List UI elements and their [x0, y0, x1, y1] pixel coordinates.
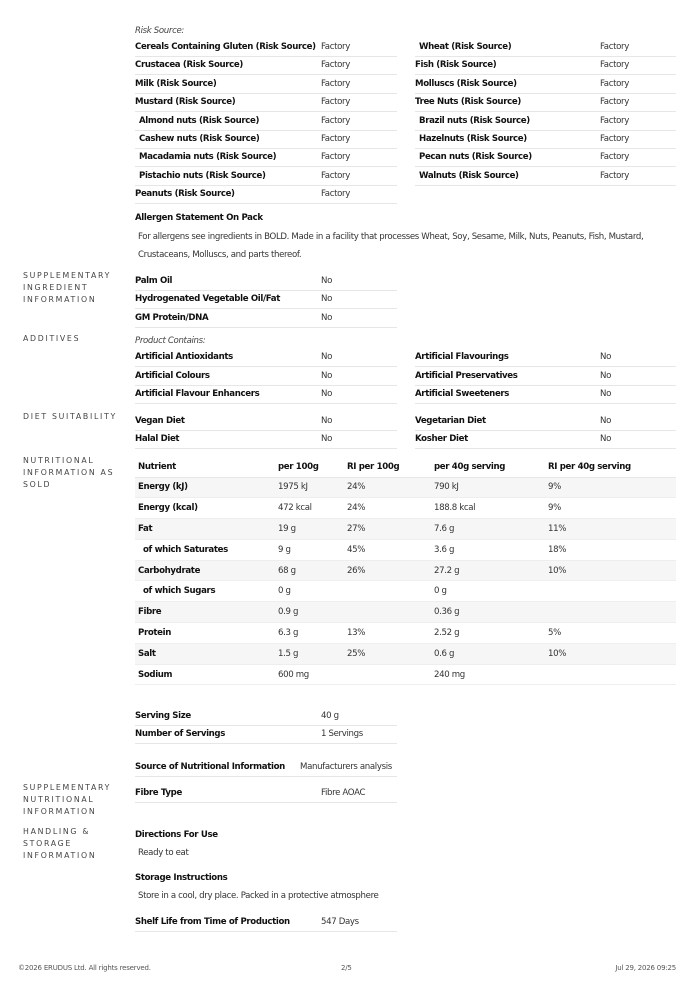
diet-left-value: No [321, 416, 332, 426]
diet-left-row [135, 413, 397, 431]
per-100g-value: 600 mg [275, 664, 344, 685]
risk-source-left-label: Crustacea (Risk Source) [135, 60, 243, 71]
fibre-type-value: Fibre AOAC [321, 788, 366, 798]
risk-source-right-value: Factory [600, 97, 629, 108]
risk-source-left-row [135, 131, 397, 149]
ri-per-serving-value: 10% [545, 643, 676, 664]
additive-left-label: Artificial Colours [135, 370, 210, 381]
ri-per-100g-value: 13% [344, 623, 431, 644]
supplementary-ingredient-value: No [321, 312, 332, 323]
nutrition-source-row [135, 759, 397, 777]
nutrition-table [135, 457, 676, 685]
supplementary-ingredient-label: Palm Oil [135, 276, 173, 286]
diet-left-label: Vegan Diet [135, 416, 185, 426]
additive-right-value: No [600, 389, 611, 400]
risk-source-right-row [415, 113, 676, 131]
per-serving-value: 188.8 kcal [431, 498, 545, 519]
nutrition-row [135, 581, 676, 602]
footer-copyright: ©2026 ERUDUS Ltd. All rights reserved. [18, 964, 151, 972]
per-serving-value: 27.2 g [431, 560, 545, 581]
section-label-additives: ADDITIVES [23, 334, 81, 343]
shelf-life-label: Shelf Life from Time of Production [135, 917, 290, 927]
supplementary-ingredient-value: No [321, 276, 332, 286]
serving-size-value: 40 g [321, 711, 339, 721]
nutrient-name: Salt [135, 643, 275, 664]
risk-source-left-row [135, 94, 397, 112]
risk-source-heading: Risk Source: [135, 26, 184, 36]
nutrition-source-value: Manufacturers analysis [300, 762, 392, 772]
risk-source-left-value: Factory [321, 152, 350, 163]
ri-per-100g-value [344, 664, 431, 685]
fibre-type-label: Fibre Type [135, 788, 182, 798]
serving-size-label: Serving Size [135, 711, 191, 721]
additive-right-label: Artificial Sweeteners [415, 389, 510, 400]
additive-left-value: No [321, 389, 332, 400]
risk-source-left-label: Cashew nuts (Risk Source) [139, 134, 260, 144]
nutrition-header-per-serving: per 40g serving [431, 457, 545, 477]
directions-text: Ready to eat [138, 848, 189, 858]
risk-source-left-label: Mustard (Risk Source) [135, 97, 236, 108]
risk-source-left-row [135, 113, 397, 131]
nutrition-header-per-100g: per 100g [275, 457, 344, 477]
ri-per-100g-value [344, 581, 431, 602]
nutrition-row [135, 539, 676, 560]
per-serving-value: 7.6 g [431, 519, 545, 540]
risk-source-left-row [135, 168, 397, 186]
ri-per-serving-value: 18% [545, 539, 676, 560]
nutrient-name: Fibre [135, 602, 275, 623]
section-label-supplementary-nutritional: SUPPLEMENTARY NUTRITIONAL INFORMATION [23, 783, 112, 816]
ri-per-100g-value: 24% [344, 498, 431, 519]
per-100g-value: 9 g [275, 539, 344, 560]
risk-source-right-label: Tree Nuts (Risk Source) [415, 97, 521, 108]
risk-source-left-row [135, 149, 397, 167]
nutrient-name: Energy (kJ) [135, 477, 275, 498]
risk-source-right-label: Molluscs (Risk Source) [415, 78, 517, 89]
per-serving-value: 2.52 g [431, 623, 545, 644]
footer-timestamp: Jul 29, 2026 09:25 [615, 964, 676, 972]
per-100g-value: 68 g [275, 560, 344, 581]
risk-source-right-value: Factory [600, 78, 629, 89]
additive-right-row [415, 386, 676, 404]
nutrition-row [135, 602, 676, 623]
ri-per-serving-value: 10% [545, 560, 676, 581]
nutrient-name: Fat [135, 519, 275, 540]
additive-left-value: No [321, 370, 332, 381]
risk-source-left-value: Factory [321, 60, 350, 71]
risk-source-left-label: Peanuts (Risk Source) [135, 189, 235, 200]
additive-left-row [135, 349, 397, 367]
directions-heading: Directions For Use [135, 830, 218, 840]
diet-right-label: Kosher Diet [415, 434, 468, 445]
risk-source-left-row [135, 39, 397, 57]
supplementary-ingredient-row [135, 291, 397, 309]
nutrition-header-row [135, 457, 676, 477]
nutrition-row [135, 519, 676, 540]
diet-left-value: No [321, 434, 332, 445]
nutrient-name: Energy (kcal) [135, 498, 275, 519]
nutrition-row [135, 498, 676, 519]
additive-left-row [135, 386, 397, 404]
per-100g-value: 472 kcal [275, 498, 344, 519]
number-of-servings-label: Number of Servings [135, 729, 225, 739]
nutrient-name: Carbohydrate [135, 560, 275, 581]
per-100g-value: 0.9 g [275, 602, 344, 623]
ri-per-serving-value [545, 602, 676, 623]
per-serving-value: 240 mg [431, 664, 545, 685]
nutrition-row [135, 623, 676, 644]
risk-source-right-row [415, 149, 676, 167]
diet-left-label: Halal Diet [135, 434, 180, 445]
nutrition-row [135, 643, 676, 664]
nutrition-row [135, 477, 676, 498]
additive-right-value: No [600, 352, 611, 362]
fibre-type-row [135, 785, 397, 803]
per-serving-value: 0.36 g [431, 602, 545, 623]
ri-per-100g-value: 45% [344, 539, 431, 560]
risk-source-right-value: Factory [600, 42, 629, 52]
section-label-supplementary-ingredient: SUPPLEMENTARY INGREDIENT INFORMATION [23, 271, 112, 304]
additive-right-row [415, 349, 676, 367]
shelf-life-row [135, 914, 397, 932]
risk-source-left-value: Factory [321, 78, 350, 89]
product-contains-heading: Product Contains: [135, 336, 206, 346]
allergen-statement-line-2: Crustaceans, Molluscs, and parts thereof. [138, 250, 302, 260]
ri-per-serving-value [545, 581, 676, 602]
risk-source-right-label: Walnuts (Risk Source) [419, 170, 519, 181]
risk-source-right-label: Fish (Risk Source) [415, 60, 497, 71]
risk-source-right-value: Factory [600, 134, 629, 144]
risk-source-right-row [415, 168, 676, 186]
per-serving-value: 0.6 g [431, 643, 545, 664]
nutrient-name: Protein [135, 623, 275, 644]
risk-source-right-row [415, 76, 676, 94]
number-of-servings-row [135, 726, 397, 744]
ri-per-100g-value: 26% [344, 560, 431, 581]
ri-per-serving-value [545, 664, 676, 685]
supplementary-ingredient-label: Hydrogenated Vegetable Oil/Fat [135, 294, 280, 305]
nutrition-header-ri-per-100g: RI per 100g [344, 457, 431, 477]
ri-per-100g-value: 27% [344, 519, 431, 540]
per-100g-value: 1.5 g [275, 643, 344, 664]
section-label-diet-suitability: DIET SUITABILITY [23, 412, 117, 421]
risk-source-left-row [135, 57, 397, 75]
risk-source-left-label: Milk (Risk Source) [135, 78, 217, 89]
number-of-servings-value: 1 Servings [321, 729, 363, 739]
supplementary-ingredient-row [135, 273, 397, 291]
diet-right-row [415, 431, 676, 449]
nutrition-source-label: Source of Nutritional Information [135, 762, 285, 772]
additive-right-label: Artificial Flavourings [415, 352, 509, 362]
risk-source-right-label: Wheat (Risk Source) [419, 42, 512, 52]
allergen-statement-heading: Allergen Statement On Pack [135, 213, 263, 223]
additive-right-label: Artificial Preservatives [415, 370, 518, 381]
additive-right-row [415, 368, 676, 386]
risk-source-right-value: Factory [600, 152, 629, 163]
nutrient-name: of which Sugars [135, 581, 275, 602]
nutrient-name: of which Saturates [135, 539, 275, 560]
risk-source-left-value: Factory [321, 189, 350, 200]
diet-right-label: Vegetarian Diet [415, 416, 486, 426]
risk-source-left-label: Macadamia nuts (Risk Source) [139, 152, 277, 163]
risk-source-right-value: Factory [600, 170, 629, 181]
ri-per-100g-value: 25% [344, 643, 431, 664]
footer-page-number: 2/5 [341, 964, 352, 972]
additive-right-value: No [600, 370, 611, 381]
supplementary-ingredient-label: GM Protein/DNA [135, 312, 209, 323]
storage-heading: Storage Instructions [135, 873, 228, 883]
risk-source-right-label: Brazil nuts (Risk Source) [419, 115, 530, 126]
diet-right-value: No [600, 416, 611, 426]
risk-source-left-value: Factory [321, 170, 350, 181]
risk-source-right-row [415, 131, 676, 149]
nutrition-row [135, 664, 676, 685]
risk-source-left-row [135, 186, 397, 204]
ri-per-100g-value [344, 602, 431, 623]
supplementary-ingredient-value: No [321, 294, 332, 305]
risk-source-left-value: Factory [321, 134, 350, 144]
risk-source-right-row [415, 94, 676, 112]
ri-per-serving-value: 9% [545, 498, 676, 519]
risk-source-right-row [415, 57, 676, 75]
ri-per-serving-value: 11% [545, 519, 676, 540]
risk-source-left-row [135, 76, 397, 94]
risk-source-left-label: Almond nuts (Risk Source) [139, 115, 260, 126]
serving-size-row [135, 708, 397, 726]
risk-source-left-label: Pistachio nuts (Risk Source) [139, 170, 266, 181]
allergen-statement-line-1: For allergens see ingredients in BOLD. Made in a facility that processes Wheat, Soy, Sesame, Milk, Nuts, Peanuts, Fish, Mustard, [138, 232, 644, 242]
per-100g-value: 0 g [275, 581, 344, 602]
risk-source-right-value: Factory [600, 115, 629, 126]
per-100g-value: 19 g [275, 519, 344, 540]
additive-left-label: Artificial Flavour Enhancers [135, 389, 260, 400]
risk-source-left-value: Factory [321, 42, 350, 52]
storage-text: Store in a cool, dry place. Packed in a protective atmosphere [138, 891, 379, 901]
per-serving-value: 0 g [431, 581, 545, 602]
section-label-nutritional-information: NUTRITIONAL INFORMATION AS SOLD [23, 456, 115, 489]
nutrition-header-nutrient: Nutrient [135, 457, 275, 477]
ri-per-serving-value: 9% [545, 477, 676, 498]
risk-source-right-value: Factory [600, 60, 629, 71]
nutrition-row [135, 560, 676, 581]
section-label-handling-storage: HANDLING & STORAGE INFORMATION [23, 827, 97, 860]
diet-left-row [135, 431, 397, 449]
per-100g-value: 6.3 g [275, 623, 344, 644]
additive-left-row [135, 368, 397, 386]
nutrition-header-ri-per-serving: RI per 40g serving [545, 457, 676, 477]
per-serving-value: 790 kJ [431, 477, 545, 498]
risk-source-left-value: Factory [321, 97, 350, 108]
shelf-life-value: 547 Days [321, 917, 359, 927]
risk-source-right-row [415, 39, 676, 57]
risk-source-right-label: Hazelnuts (Risk Source) [419, 134, 527, 144]
risk-source-left-label: Cereals Containing Gluten (Risk Source) [135, 42, 316, 52]
per-serving-value: 3.6 g [431, 539, 545, 560]
diet-right-value: No [600, 434, 611, 445]
nutrient-name: Sodium [135, 664, 275, 685]
ri-per-serving-value: 5% [545, 623, 676, 644]
per-100g-value: 1975 kJ [275, 477, 344, 498]
additive-left-value: No [321, 352, 332, 362]
additive-left-label: Artificial Antioxidants [135, 352, 233, 362]
diet-right-row [415, 413, 676, 431]
risk-source-left-value: Factory [321, 115, 350, 126]
ri-per-100g-value: 24% [344, 477, 431, 498]
supplementary-ingredient-row [135, 310, 397, 328]
risk-source-right-label: Pecan nuts (Risk Source) [419, 152, 532, 163]
